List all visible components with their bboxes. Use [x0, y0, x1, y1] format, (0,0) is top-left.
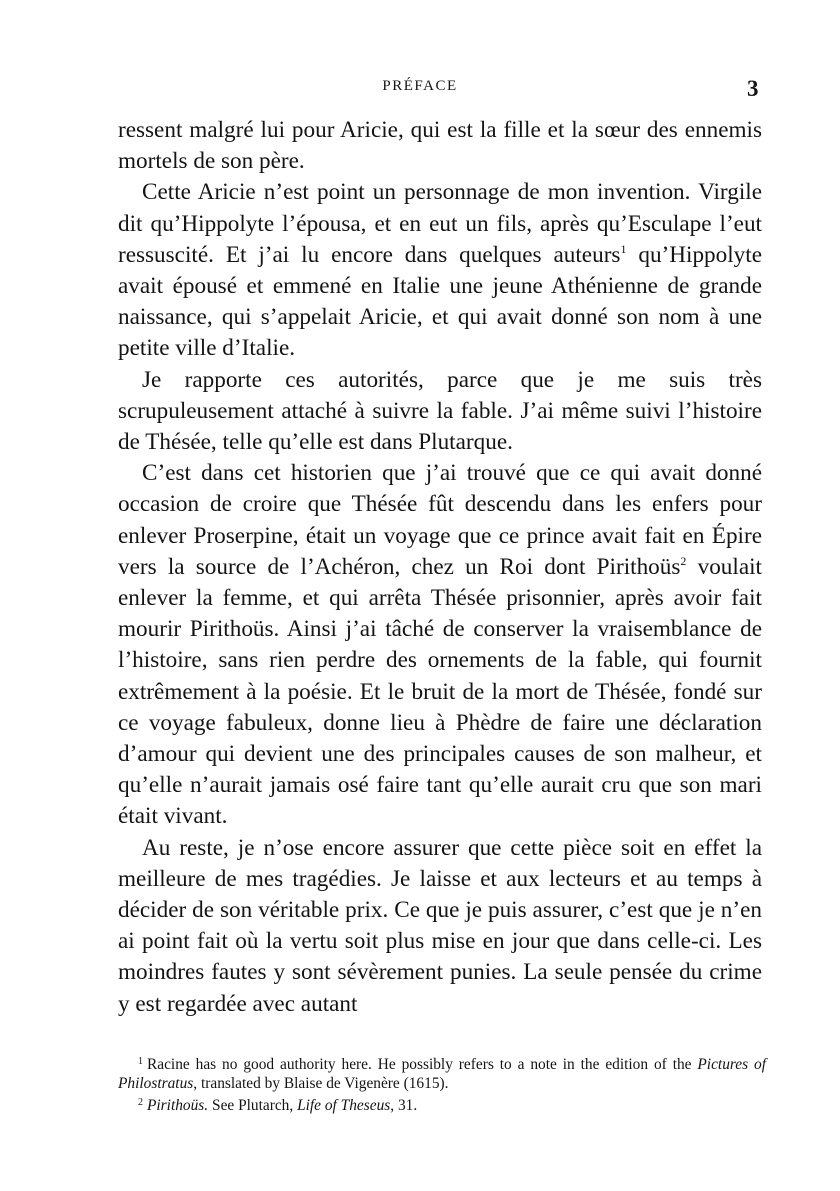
paragraph: Au reste, je n’ose encore assurer que cette pièce soit en effet la meilleure de mes tragédies. Je laisse et aux lecteurs et au temps à décider de son véritable prix. Ce que je puis assurer, c’est que je n’en ai point fait où la vertu soit plus mise en jour que dans celle-ci. Les moindres fautes y sont sévèrement punies. La seule pensée du crime y est regardée avec autant	[118, 834, 762, 1017]
paragraph: ressent malgré lui pour Aricie, qui est la fille et la sœur des ennemis mortels de son père.	[118, 117, 762, 175]
paragraph-text: voulait enlever la femme, et qui arrêta Thésée prisonnier, après avoir fait mourir Pirithoüs. Ainsi j’ai tâché de conserver la vraisemblance de l’histoire, sans rien perdre des ornements de la fable, qui fournit extrêmement à la poésie. Et le bruit de la mort de Thésée, fondé sur ce voyage fabuleux, donne lieu à Phèdre de faire une déclaration d’amour qui devient une des principales causes de son malheur, et qu’elle n’aurait jamais osé faire tant qu’elle aurait cru que son mari était vivant.	[118, 553, 762, 830]
paragraph	[118, 458, 762, 832]
body-text	[118, 115, 762, 1020]
footnote-ref: 2	[680, 553, 687, 568]
paragraph-text: Cette Aricie n’est point un personnage de mon invention. Virgile dit qu’Hippolyte l’épousa, et en eut un fils, après qu’Esculape l’eut ressuscité. Et j’ai lu encore dans quelques auteurs	[118, 179, 762, 268]
footnote-mark: 1	[138, 1056, 143, 1067]
paragraph	[118, 177, 762, 364]
footnote-title: Life of Theseus	[297, 1097, 391, 1114]
paragraph-text: C’est dans cet historien que j’ai trouvé que ce qui avait donné occasion de croire que Thésée fût descendu dans les enfers pour enlever Proserpine, était un voyage que ce prince avait fait en Épire vers la source de l’Achéron, chez un Roi dont Pirithoüs	[118, 460, 762, 580]
footnote-text: Racine has no good authority here. He possibly refers to a note in the edition of the	[147, 1056, 698, 1073]
footnote-ref: 1	[620, 241, 627, 256]
footnote-text: , 31.	[390, 1097, 418, 1114]
paragraph: Je rapporte ces autorités, parce que je me suis très scrupuleusement attaché à suivre la fable. J’ai même suivi l’histoire de Thésée, telle qu’elle est dans Plutarque.	[118, 366, 762, 456]
footnote-text: , translated by Blaise de Vigenère (1615).	[193, 1075, 449, 1092]
footnote-term: Pirithoüs.	[147, 1097, 209, 1114]
page-number: 3	[747, 76, 759, 101]
footnote-text: See Plutarch,	[208, 1097, 298, 1114]
footnotes	[118, 1052, 766, 1115]
footnote	[118, 1052, 766, 1093]
footnote	[118, 1093, 766, 1115]
footnote-title: Pictures of Philostratus	[118, 1056, 766, 1092]
footnote-mark: 2	[138, 1097, 143, 1108]
running-head: PRÉFACE	[382, 78, 458, 94]
paragraph-text: qu’Hippolyte avait épousé et emmené en Italie une jeune Athénienne de grande naissance, qui s’appelait Aricie, et qui avait donné son nom à une petite ville d’Italie.	[118, 241, 762, 362]
